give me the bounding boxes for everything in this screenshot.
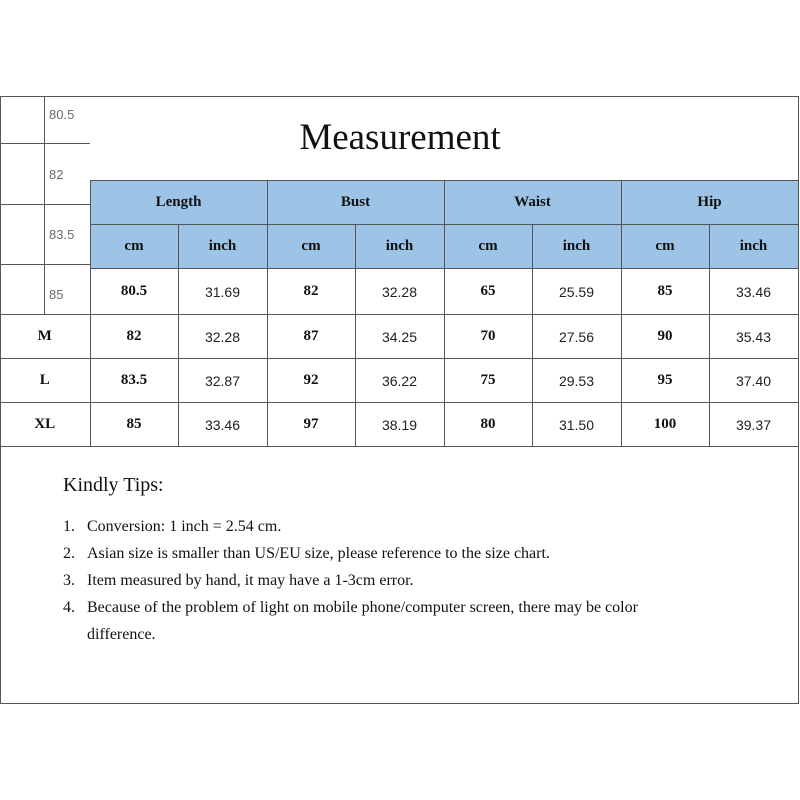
header-waist: Waist [444,181,621,225]
value-cell: 82 [267,269,355,315]
value-cell: 97 [267,403,355,447]
size-cell: M [0,315,90,359]
size-cell: L [0,359,90,403]
ghost-label: 85 [49,287,64,302]
ghost-line [0,143,90,144]
page-title: Measurement [299,117,501,158]
size-cell: XL [0,403,90,447]
list-item [63,513,647,540]
value-cell: 36.22 [355,359,444,403]
value-cell: 37.40 [709,359,798,403]
value-cell: 65 [444,269,532,315]
value-cell: 83.5 [90,359,178,403]
value-cell: 100 [621,403,709,447]
ghost-label: 80.5 [49,107,75,122]
value-cell: 38.19 [355,403,444,447]
blank-cell [0,225,90,269]
ghost-label: 83.5 [49,227,75,242]
value-cell: 70 [444,315,532,359]
tip-text: Because of the problem of light on mobile phone/computer screen, there may be color difference. [87,599,638,643]
value-cell: 87 [267,315,355,359]
value-cell: 85 [621,269,709,315]
value-cell: 29.53 [532,359,621,403]
tip-number: 2. [63,545,75,562]
tip-number: 4. [63,599,75,616]
value-cell: 80 [444,403,532,447]
header-unit-row [0,225,798,269]
header-length: Length [90,181,267,225]
value-cell: 34.25 [355,315,444,359]
value-cell: 90 [621,315,709,359]
tip-text: Item measured by hand, it may have a 1-3cm error. [87,572,414,589]
tip-number: 1. [63,518,75,535]
value-cell: 25.59 [532,269,621,315]
tips-list [63,513,647,648]
value-cell: 33.46 [709,269,798,315]
unit-cell: inch [532,225,621,269]
value-cell: 35.43 [709,315,798,359]
value-cell: 31.69 [178,269,267,315]
ghost-label: 82 [49,167,64,182]
list-item [63,594,647,648]
size-cell [0,269,90,315]
value-cell: 27.56 [532,315,621,359]
unit-cell: cm [621,225,709,269]
value-cell: 92 [267,359,355,403]
unit-cell: cm [444,225,532,269]
value-cell: 85 [90,403,178,447]
list-item [63,567,647,594]
unit-cell: inch [178,225,267,269]
tip-number: 3. [63,572,75,589]
value-cell: 75 [444,359,532,403]
tip-text: Conversion: 1 inch = 2.54 cm. [87,518,282,535]
unit-cell: inch [355,225,444,269]
unit-cell: cm [267,225,355,269]
header-hip: Hip [621,181,798,225]
value-cell: 32.28 [178,315,267,359]
value-cell: 31.50 [532,403,621,447]
size-table [0,180,799,447]
header-bust: Bust [267,181,444,225]
value-cell: 95 [621,359,709,403]
unit-cell: cm [90,225,178,269]
tips-title: Kindly Tips: [63,474,164,496]
value-cell: 82 [90,315,178,359]
blank-cell [0,181,90,225]
table-row [0,315,798,359]
value-cell: 32.28 [355,269,444,315]
value-cell: 33.46 [178,403,267,447]
unit-cell: inch [709,225,798,269]
table-row [0,359,798,403]
table-row [0,403,798,447]
header-group-row [0,181,798,225]
tip-text: Asian size is smaller than US/EU size, please reference to the size chart. [87,545,550,562]
list-item [63,540,647,567]
value-cell: 32.87 [178,359,267,403]
value-cell: 39.37 [709,403,798,447]
value-cell: 80.5 [90,269,178,315]
table-row [0,269,798,315]
